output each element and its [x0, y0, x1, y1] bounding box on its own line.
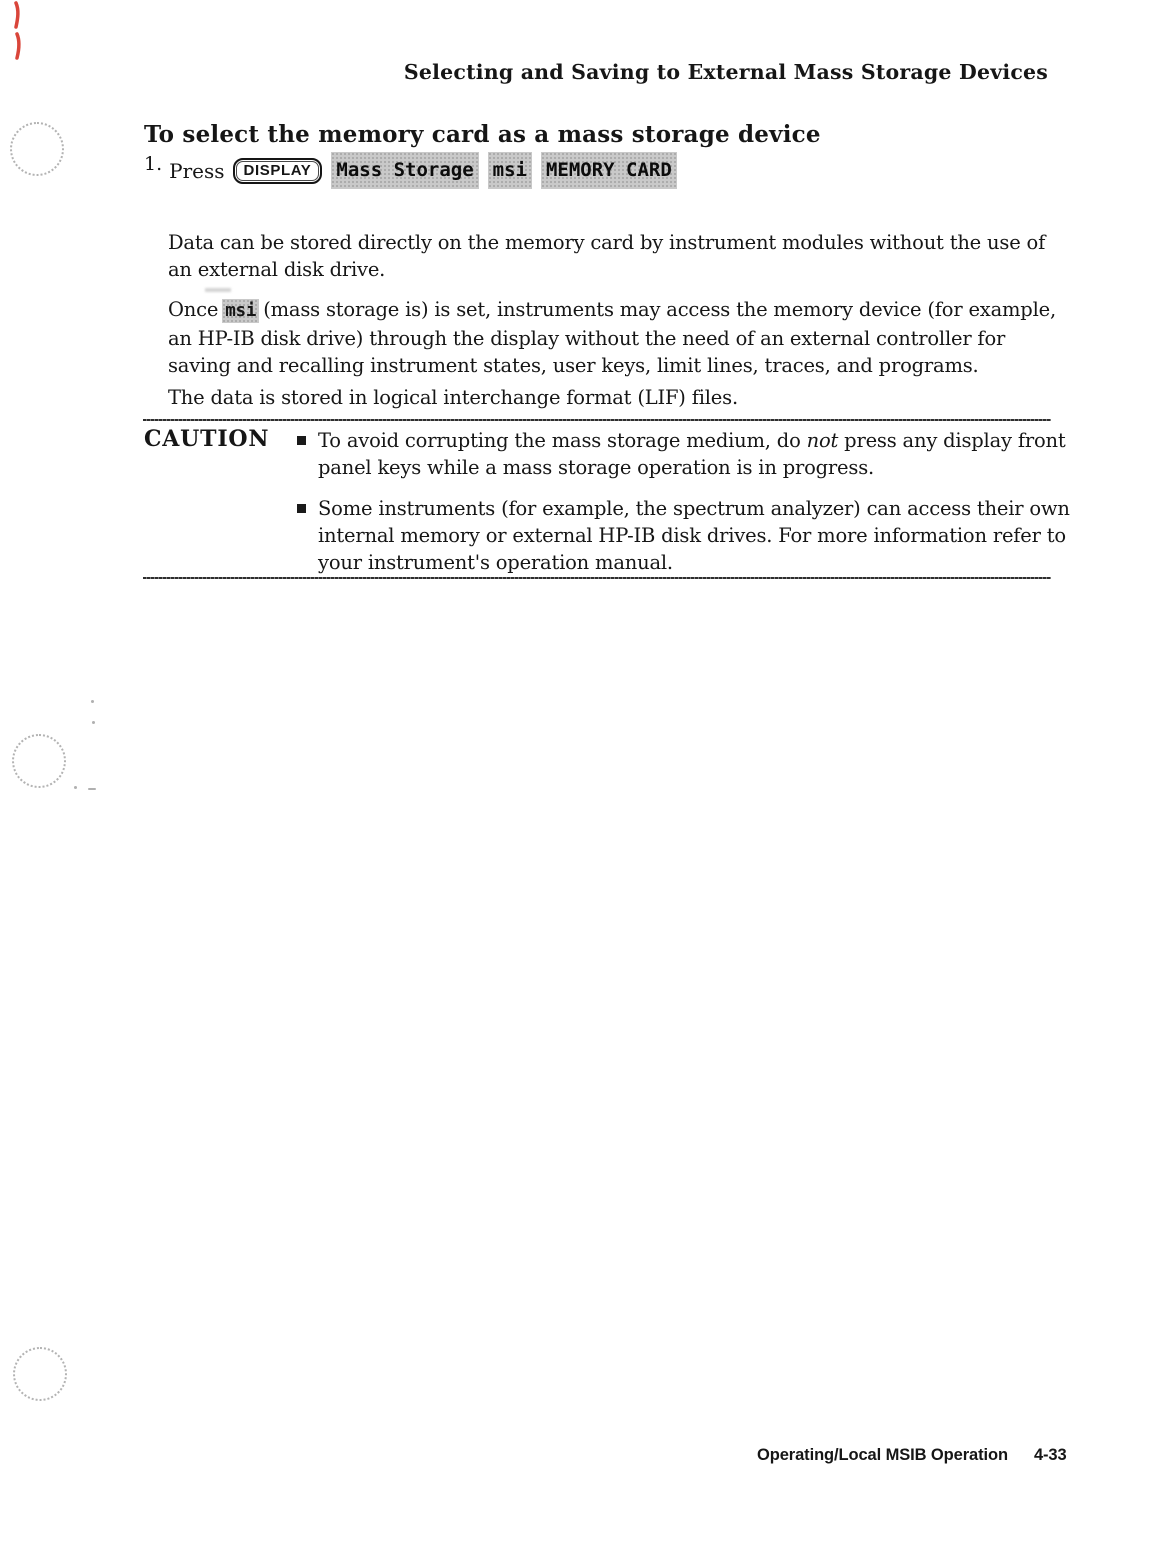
- caution-line: your instrument's operation manual.: [318, 551, 673, 574]
- paragraph-line: Data can be stored directly on the memory card by instrument modules without the use of: [168, 231, 1046, 254]
- running-head: Selecting and Saving to External Mass Storage Devices: [403, 60, 1048, 84]
- paragraph-1: [168, 229, 1045, 283]
- paragraph-2: [168, 296, 1056, 379]
- caution-label: CAUTION: [144, 426, 270, 452]
- scan-speck: [91, 700, 94, 703]
- caution-line: Some instruments (for example, the spectrum analyzer) can access their own: [318, 497, 1070, 520]
- caution-item-text: [318, 495, 1070, 576]
- caution-rule-top: [143, 419, 1051, 421]
- bullet-square-icon: [297, 504, 306, 513]
- step-press-label: Press: [169, 158, 225, 183]
- msi-inline-code: msi: [222, 299, 259, 323]
- paragraph-line: an HP-IB disk drive) through the display without the need of an external controller for: [168, 327, 1006, 350]
- punch-hole-top: [10, 122, 64, 176]
- display-key: DISPLAY: [233, 158, 323, 184]
- section-title: To select the memory card as a mass storage device: [144, 121, 821, 149]
- caution-text: To avoid corrupting the mass storage medium, do: [318, 429, 801, 452]
- paragraph-text: Once: [168, 298, 219, 321]
- softkey-msi: msi: [488, 152, 532, 189]
- paragraph-3: [168, 384, 738, 411]
- paragraph-line: The data is stored in logical interchange format (LIF) files.: [168, 386, 738, 409]
- softkey-memory-card: MEMORY CARD: [541, 152, 677, 189]
- caution-items: [297, 427, 1070, 590]
- step-number: 1.: [144, 152, 163, 175]
- scan-speck: [88, 788, 96, 790]
- punch-hole-bottom: [13, 1347, 67, 1401]
- footer-chapter-title: Operating/Local MSIB Operation: [757, 1446, 1008, 1464]
- scan-speck: [74, 786, 77, 789]
- softkey-sequence: [331, 152, 676, 189]
- caution-item-text: [318, 427, 1066, 481]
- step-1: [144, 152, 677, 189]
- page-footer: [757, 1446, 1067, 1465]
- caution-item-2: [297, 495, 1070, 576]
- scan-speck: [92, 721, 95, 724]
- softkey-mass-storage: Mass Storage: [331, 152, 478, 189]
- paragraph-line: [168, 296, 1056, 325]
- caution-line: panel keys while a mass storage operation is in progress.: [318, 456, 875, 479]
- footer-page-number: 4-33: [1033, 1446, 1067, 1464]
- caution-text-italic: not: [806, 429, 839, 452]
- scan-smudge: [205, 288, 231, 292]
- punch-hole-middle: [12, 734, 66, 788]
- caution-line: [318, 427, 1066, 454]
- paragraph-text: (mass storage is) is set, instruments may access the memory device (for example,: [263, 298, 1056, 321]
- red-pen-marks: [6, 0, 36, 64]
- caution-text: press any display front: [844, 429, 1066, 452]
- caution-item-1: [297, 427, 1070, 481]
- paragraph-line: saving and recalling instrument states, user keys, limit lines, traces, and programs.: [168, 354, 979, 377]
- caution-rule-bottom: [143, 577, 1051, 579]
- caution-line: internal memory or external HP-IB disk drives. For more information refer to: [318, 524, 1066, 547]
- paragraph-line: an external disk drive.: [168, 258, 386, 281]
- bullet-square-icon: [297, 436, 306, 445]
